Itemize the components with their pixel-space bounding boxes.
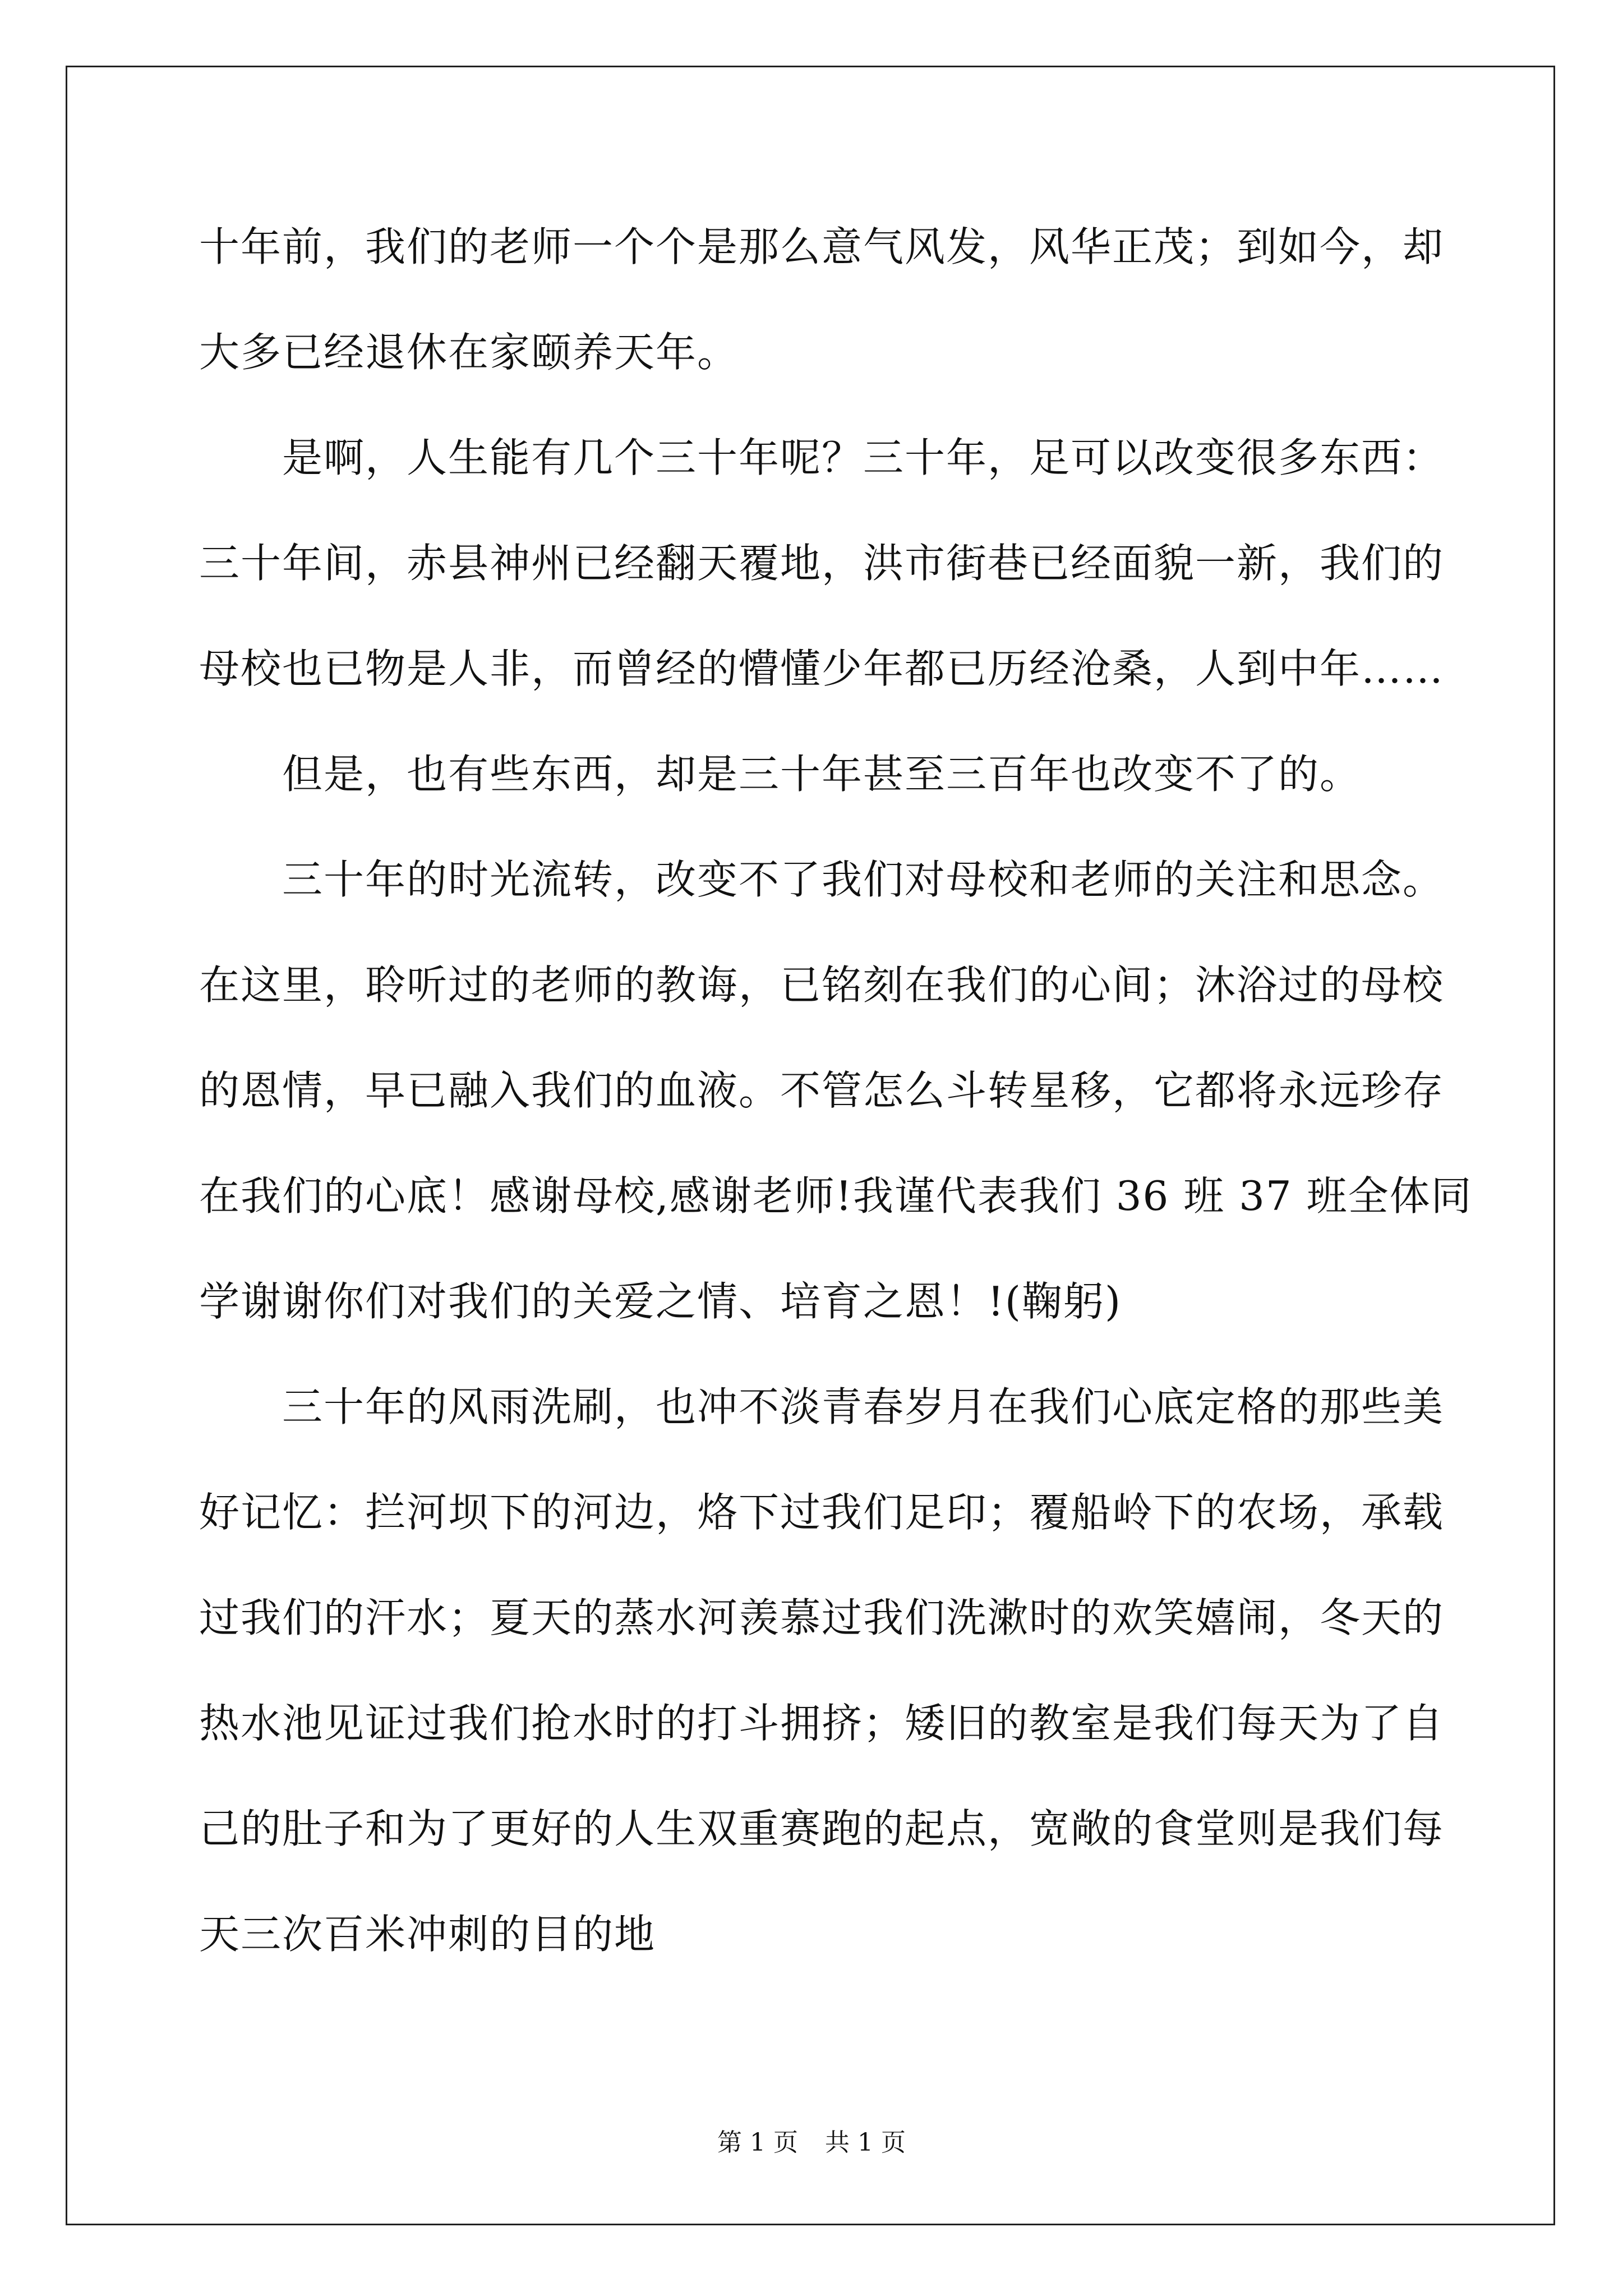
text-line: 过我们的汗水；夏天的蒸水河羡慕过我们洗漱时的欢笑嬉闹，冬天的 <box>199 1594 1445 1641</box>
page-footer <box>0 2126 1623 2160</box>
text-line: 在这里，聆听过的老师的教诲，已铭刻在我们的心间；沐浴过的母校 <box>199 961 1445 1009</box>
text-line: 在我们的心底！感谢母校,感谢老师!我谨代表我们 36 班 37 班全体同 <box>199 1172 1473 1220</box>
text-line: 己的肚子和为了更好的人生双重赛跑的起点，宽敞的食堂则是我们每 <box>199 1805 1445 1852</box>
text-line: 三十年间，赤县神州已经翻天覆地，洪市街巷已经面貌一新，我们的 <box>199 540 1445 587</box>
page-number: 第 1 页 <box>717 2128 798 2157</box>
text-line: 但是，也有些东西，却是三十年甚至三百年也改变不了的。 <box>282 751 1362 798</box>
text-line: 十年前，我们的老师一个个是那么意气风发，风华正茂；到如今，却 <box>199 223 1445 270</box>
document-body <box>199 210 1473 2003</box>
page-total: 共 1 页 <box>825 2128 906 2157</box>
text-line: 是啊，人生能有几个三十年呢？三十年，足可以改变很多东西： <box>282 434 1445 481</box>
text-line: 三十年的时光流转，改变不了我们对母校和老师的关注和思念。 <box>282 856 1445 903</box>
text-line: 热水池见证过我们抢水时的打斗拥挤；矮旧的教室是我们每天为了自 <box>199 1700 1445 1747</box>
text-line: 天三次百米冲刺的目的地 <box>199 1911 656 1958</box>
text-line: 学谢谢你们对我们的关爱之情、培育之恩！!(鞠躬) <box>199 1278 1122 1325</box>
text-line: 三十年的风雨洗刷，也冲不淡青春岁月在我们心底定格的那些美 <box>282 1383 1445 1430</box>
text-line: 母校也已物是人非，而曾经的懵懂少年都已历经沧桑，人到中年…… <box>199 645 1445 692</box>
text-line: 好记忆：拦河坝下的河边，烙下过我们足印；覆船岭下的农场，承载 <box>199 1489 1445 1536</box>
text-line: 的恩情，早已融入我们的血液。不管怎么斗转星移，它都将永远珍存 <box>199 1067 1445 1114</box>
text-line: 大多已经退休在家颐养天年。 <box>199 329 739 376</box>
